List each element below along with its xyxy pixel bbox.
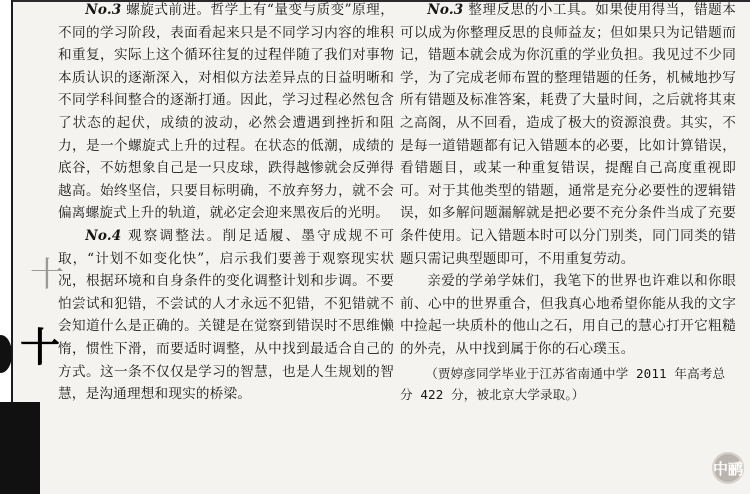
section-body: 如果使用得当，错题本可以成为你整理反思的良师益友；但如果只为记错题而记，错题本就会成为你沉重的学业负担。我见过不少同学，为了完成老师布置的整理错题的任务，机械地抄写所有错题及标准答案，耗费了大量时间，之后就将其束之高阁，从不回看，造成了极大的资源浪费。其实，不是每一道错题都有记入错题本的必要，比如计算错误，看错题目，或某一种重复错误，提醒自己高度重视即可。对于其他类型的错题，通常是充分必要性的逻辑错误，如多解问题漏解就是把必要不充分条件当成了充要条件使用。记入错题本时可以分门别类，同门同类的错题只需记典型题即可，不用重复劳动。	[400, 2, 736, 267]
registration-cross-faint: 十	[30, 255, 64, 295]
paragraph-no3-review	[400, 0, 736, 270]
paragraph-no4-observe	[58, 225, 394, 406]
section-title: 整理反思的小工具。	[468, 2, 596, 18]
author-credit: （贾婷彦同学毕业于江苏省南通中学 2011 年高考总分 422 分，被北京大学录取。）	[400, 365, 726, 402]
registration-cross: 十	[20, 325, 60, 371]
section-label: No.3	[427, 2, 464, 18]
left-column	[58, 0, 394, 494]
left-rule	[11, 0, 13, 402]
paragraph-closing: 亲爱的学弟学妹们，我笔下的世界也许难以和你眼前、心中的世界重合，但我真心地希望你能从我的文字中捡起一块质朴的他山之石，用自己的慧心打开它粗糙的外壳，从中找到属于你的石心璞玉。	[400, 273, 736, 357]
scan-shadow	[0, 402, 40, 494]
paragraph-no3-spiral	[58, 0, 394, 225]
right-column	[400, 0, 736, 494]
section-title: 观察调整法。	[127, 227, 223, 244]
section-label: No.3	[85, 2, 122, 18]
section-body: 哲学上有“量变与质变”原理，不同的学习阶段，表面看起来只是不同学习内容的堆积和重复，实际上这个循环往复的过程伴随了我们对事物本质认识的逐渐深入，对相似方法差异点的日益明晰和不同学科间整合的逐渐打通。因此，学习过程必然包含了状态的起伏，成绩的波动，必然会遭遇到挫折和阻力，是一个螺旋式上升的过程。在状态的低潮，成绩的底谷，不妨想象自己是一只皮球，跌得越惨就会反弹得越高。始终坚信，只要目标明确，不放弃努力，就不会偏离螺旋式上升的轨道，就必定会迎来黑夜后的光明。	[58, 2, 394, 222]
publisher-stamp-icon: 中鹂	[712, 452, 744, 484]
section-label: No.4	[85, 227, 122, 244]
section-title: 螺旋式前进。	[126, 2, 211, 18]
section-body: 削足适履、墨守成规不可取，“计划不如变化快”，启示我们要善于观察现实状况，根据环境和自身条件的变化调整计划和步调。不要怕尝试和犯错，不尝试的人才永远不犯错，不犯错就不会知道什么是正确的。关键是在觉察到错误时不思维懒惰，惯性下滑，而要适时调整，从中找到最适合自己的方式。这一条不仅仅是学习的智慧，也是人生规划的智慧，是沟通理想和现实的桥梁。	[58, 227, 394, 403]
